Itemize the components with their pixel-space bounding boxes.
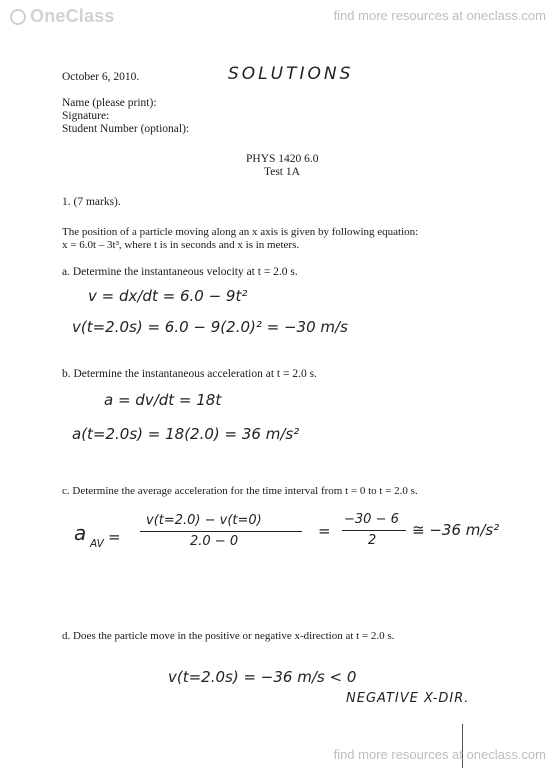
find-resources-link-bottom[interactable]: find more resources at oneclass.com: [333, 747, 546, 762]
date: October 6, 2010.: [62, 71, 140, 83]
part-a-question: a. Determine the instantaneous velocity at t = 2.0 s.: [62, 266, 298, 278]
question-number: 1. (7 marks).: [62, 196, 121, 208]
part-c-equals-1: =: [108, 528, 121, 546]
part-c-equals-2: =: [318, 522, 331, 540]
solutions-mark: SOLUTIONS: [228, 64, 354, 84]
part-c-av-subscript: AV: [90, 538, 104, 550]
course-code: PHYS 1420 6.0: [246, 153, 319, 165]
part-b-question: b. Determine the instantaneous acceleration at t = 2.0 s.: [62, 368, 317, 380]
intro-line-2: x = 6.0t – 3t³, where t is in seconds and x is in meters.: [62, 239, 300, 251]
part-b-work-line-1: a = dv/dt = 18t: [104, 391, 222, 409]
oneclass-logo[interactable]: [10, 6, 115, 27]
test-title: Test 1A: [264, 166, 300, 178]
student-number-field-label: Student Number (optional):: [62, 123, 190, 135]
part-c-a-symbol: a: [74, 521, 87, 545]
part-c-denominator-2: 2: [368, 533, 377, 548]
part-a-work-line-2: v(t=2.0s) = 6.0 − 9(2.0)² = −30 m/s: [72, 318, 348, 336]
part-c-fraction-bar-2: [342, 530, 406, 531]
logo-text: OneClass: [30, 6, 115, 26]
name-field-label: Name (please print):: [62, 97, 157, 109]
logo-circle-icon: [10, 9, 26, 25]
part-d-work-line-2: NEGATIVE X-DIR.: [346, 691, 470, 706]
bottom-banner: [0, 740, 554, 770]
part-c-denominator: 2.0 − 0: [190, 534, 239, 549]
part-c-fraction-bar: [140, 531, 302, 532]
part-c-numerator: v(t=2.0) − v(t=0): [146, 513, 262, 528]
part-a-work-line-1: v = dx/dt = 6.0 − 9t²: [88, 287, 248, 305]
top-banner: [0, 0, 554, 30]
signature-field-label: Signature:: [62, 110, 110, 122]
part-c-numerator-2: −30 − 6: [344, 512, 399, 527]
part-b-work-line-2: a(t=2.0s) = 18(2.0) = 36 m/s²: [72, 425, 300, 443]
part-c-result: ≅ −36 m/s²: [412, 521, 500, 539]
find-resources-link-top[interactable]: find more resources at oneclass.com: [333, 8, 546, 23]
part-d-work-line-1: v(t=2.0s) = −36 m/s < 0: [168, 668, 357, 686]
part-c-question: c. Determine the average acceleration for the time interval from t = 0 to t = 2.0 s.: [62, 485, 418, 497]
intro-line-1: The position of a particle moving along an x axis is given by following equation:: [62, 226, 419, 238]
part-d-question: d. Does the particle move in the positive or negative x-direction at t = 2.0 s.: [62, 630, 395, 642]
